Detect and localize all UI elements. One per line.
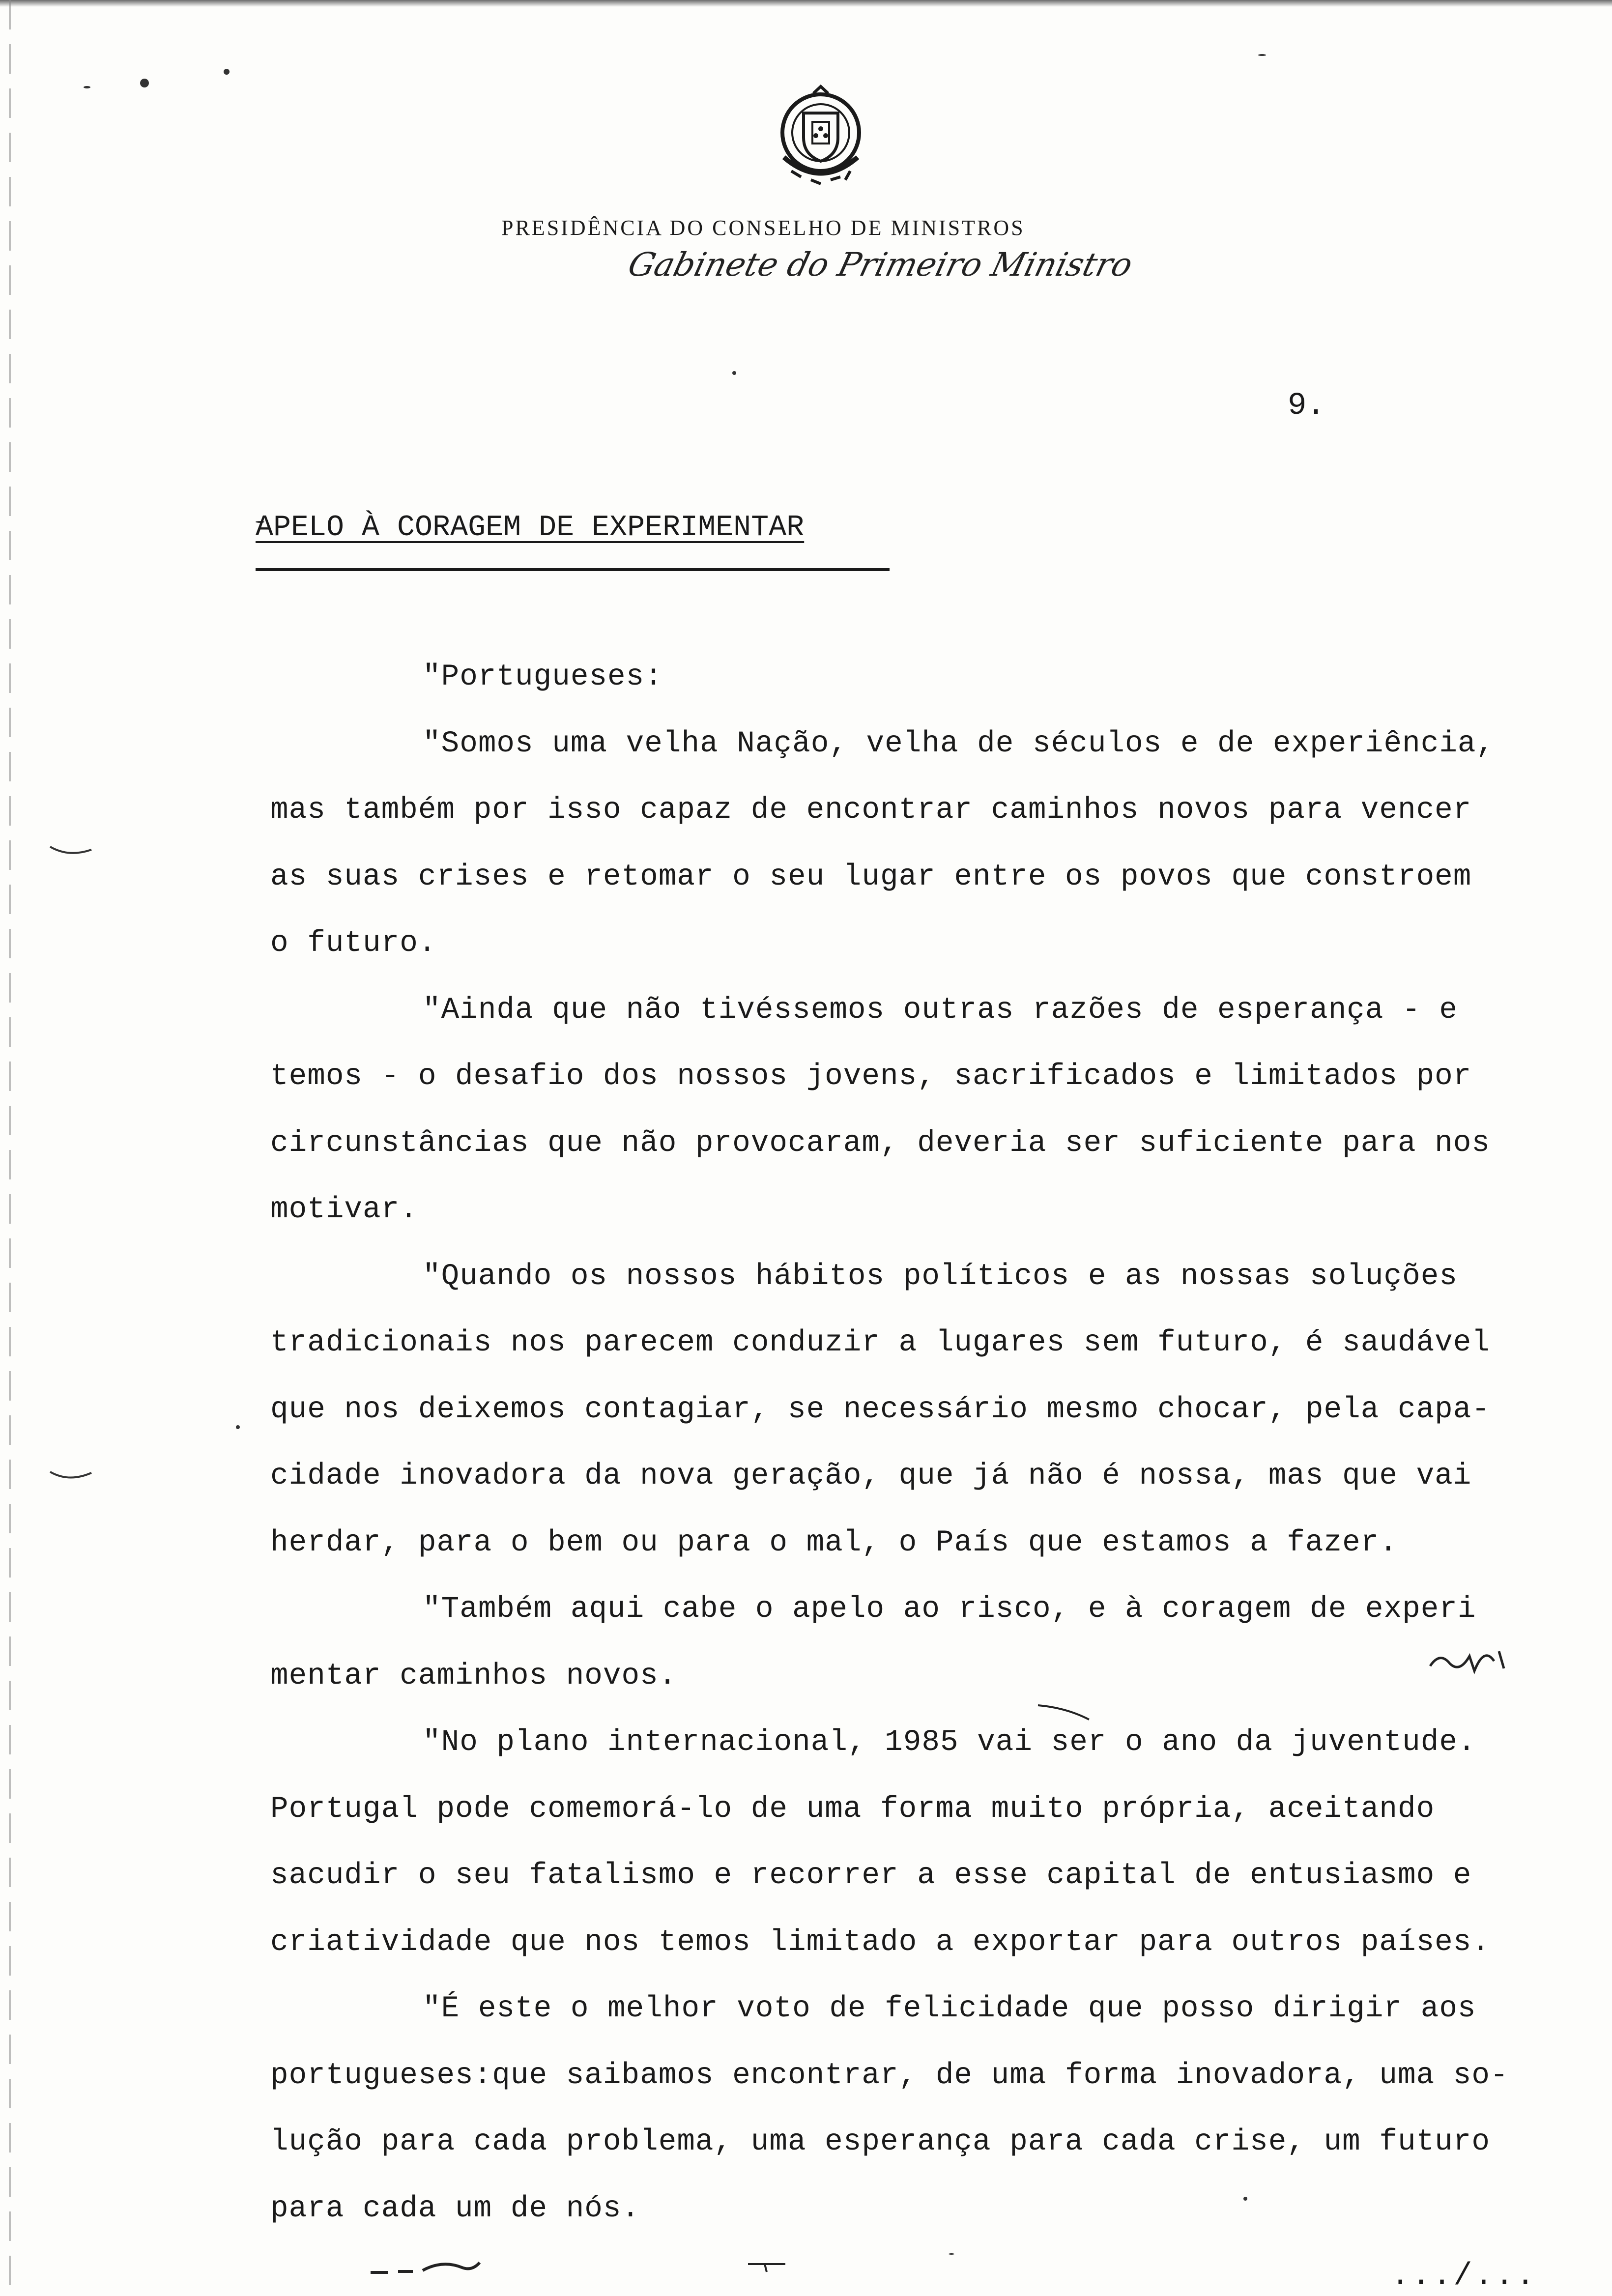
text-line: "Também aqui cabe o apelo ao risco, e à coragem de experi [423, 1592, 1476, 1626]
text-line: que nos deixemos contagiar, se necessário mesmo chocar, pela capa- [270, 1392, 1490, 1427]
text-line: sacudir o seu fatalismo e recorrer a esse capital de entusiasmo e [270, 1859, 1472, 1893]
body-text [270, 644, 1597, 2242]
scan-speck [140, 79, 149, 87]
text-line: portugueses:que saibamos encontrar, de uma forma inovadora, uma so- [270, 2058, 1509, 2093]
scan-top-edge [0, 0, 1612, 7]
text-line: temos - o desafio dos nossos jovens, sacrificados e limitados por [270, 1060, 1472, 1093]
continuation-mark: .../... [1391, 2259, 1537, 2294]
text-line: Portugal pode comemorá-lo de uma forma muito própria, aceitando [270, 1792, 1435, 1826]
institution-name: PRESIDÊNCIA DO CONSELHO DE MINISTROS [501, 216, 1025, 240]
text-line: "No plano internacional, 1985 vai ser o ano da juventude. [423, 1725, 1476, 1759]
text-line: as suas crises e retomar o seu lugar entre os povos que constroem [270, 860, 1472, 894]
margin-mark [49, 843, 93, 862]
text-line: para cada um de nós. [270, 2191, 640, 2226]
text-line: motivar. [270, 1193, 418, 1227]
text-line: "Somos uma velha Nação, velha de séculos e de experiência, [423, 726, 1495, 761]
scan-speck [224, 69, 230, 75]
heading-underline [256, 568, 890, 571]
text-line: lução para cada problema, uma esperança para cada crise, um futuro [270, 2125, 1490, 2159]
scan-speck [236, 1425, 240, 1429]
portuguese-coat-of-arms-icon [764, 84, 877, 197]
scan-speck [84, 86, 90, 88]
page-number: 9. [1288, 388, 1325, 424]
handwritten-mark [1425, 1641, 1514, 1681]
handwritten-mark [369, 2256, 482, 2280]
scan-left-edge [9, 0, 11, 2296]
cabinet-signature-text: Gabinete do Primeiro Ministro [624, 246, 1137, 284]
text-line: criatividade que nos temos limitado a exportar para outros países. [270, 1925, 1490, 1959]
text-line: mentar caminhos novos. [270, 1659, 677, 1693]
scan-speck [732, 371, 736, 375]
handwritten-mark [1037, 1703, 1091, 1722]
text-line: o futuro. [270, 926, 437, 960]
text-line: cidade inovadora da nova geração, que já não é nossa, mas que vai [270, 1459, 1472, 1493]
section-heading: APELO À CORAGEM DE EXPERIMENTAR [256, 511, 805, 545]
scan-speck [949, 2253, 954, 2255]
text-line: herdar, para o bem ou para o mal, o País que estamos a fazer. [270, 1525, 1398, 1560]
margin-mark [49, 1467, 93, 1487]
text-line: "Portugueses: [423, 660, 663, 694]
text-line: circunstâncias que não provocaram, deveria ser suficiente para nos [270, 1126, 1490, 1160]
text-line: tradicionais nos parecem conduzir a lugares sem futuro, é saudável [270, 1326, 1490, 1360]
text-line: "Quando os nossos hábitos políticos e as nossas soluções [423, 1259, 1458, 1293]
text-line: "É este o melhor voto de felicidade que posso dirigir aos [423, 1992, 1476, 2026]
scan-speck [1258, 54, 1266, 56]
margin-mark [747, 2258, 786, 2273]
text-line: mas também por isso capaz de encontrar caminhos novos para vencer [270, 793, 1472, 827]
text-line: "Ainda que não tivéssemos outras razões de esperança - e [423, 993, 1458, 1027]
